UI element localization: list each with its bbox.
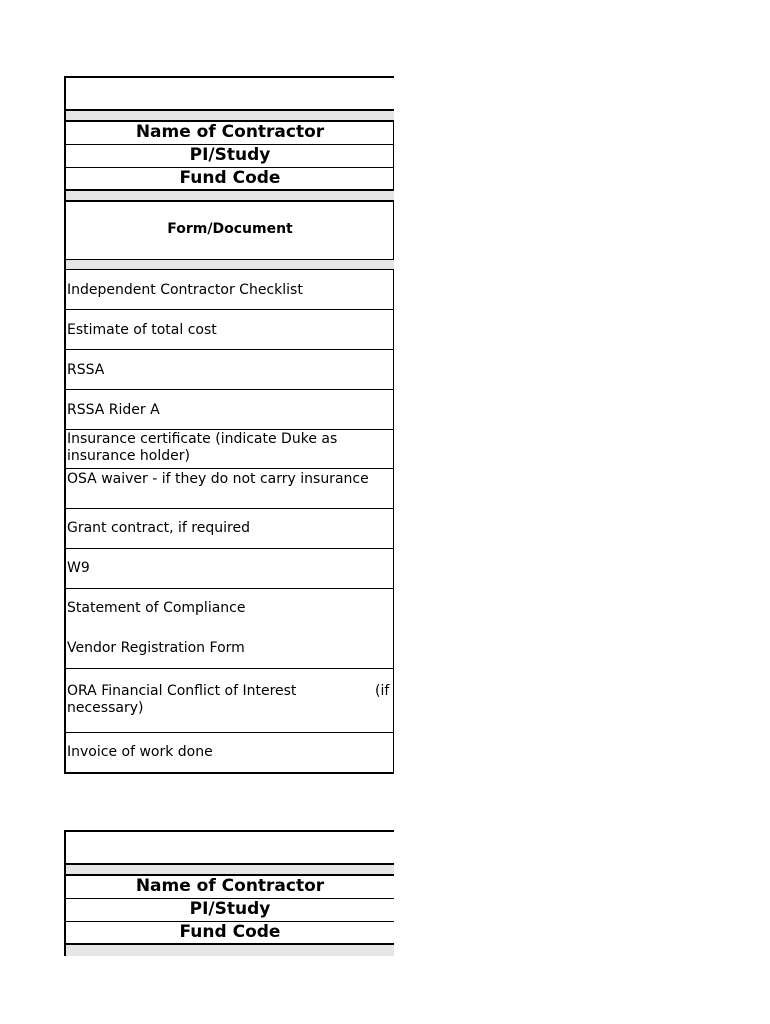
divider <box>64 668 394 669</box>
pi-study-label: PI/Study <box>189 145 271 165</box>
list-item: RSSA <box>67 362 105 378</box>
divider <box>64 588 394 589</box>
spacer-band <box>66 865 394 874</box>
checklist-table-bottom <box>64 830 394 956</box>
list-item: W9 <box>67 560 90 576</box>
spacer-band <box>66 111 394 120</box>
form-document-column-header: Form/Document <box>167 221 293 237</box>
divider <box>64 200 394 202</box>
list-item: Statement of Compliance <box>67 600 246 616</box>
divider <box>64 269 394 270</box>
list-item: Vendor Registration Form <box>67 640 245 656</box>
name-of-contractor-label: Name of Contractor <box>135 122 325 142</box>
list-item: Estimate of total cost <box>67 322 217 338</box>
bottom-border <box>64 772 394 774</box>
fund-code-label: Fund Code <box>179 922 281 942</box>
divider <box>64 309 394 310</box>
list-item-note: (if <box>375 683 390 699</box>
divider <box>64 468 394 469</box>
list-item: Invoice of work done <box>67 744 213 760</box>
list-item: ORA Financial Conflict of Interest <box>67 683 297 699</box>
top-border <box>64 830 394 832</box>
list-item: RSSA Rider A <box>67 402 160 418</box>
pi-study-label: PI/Study <box>189 899 271 919</box>
spacer-band <box>66 191 394 200</box>
list-item: Grant contract, if required <box>67 520 250 536</box>
divider <box>64 349 394 350</box>
list-item-note: necessary) <box>67 700 144 716</box>
divider <box>64 732 394 733</box>
divider <box>64 389 394 390</box>
fund-code-label: Fund Code <box>179 168 281 188</box>
spacer-band <box>66 260 394 269</box>
name-of-contractor-label: Name of Contractor <box>135 876 325 896</box>
list-item: OSA waiver - if they do not carry insurance <box>67 471 369 487</box>
divider <box>64 548 394 549</box>
right-border <box>393 110 394 774</box>
divider <box>64 429 394 430</box>
list-item: Independent Contractor Checklist <box>67 282 303 298</box>
list-item: Insurance certificate (indicate Duke as insurance holder) <box>67 431 338 464</box>
top-border <box>64 76 394 78</box>
checklist-table-top <box>64 76 394 774</box>
divider <box>64 508 394 509</box>
spacer-band <box>66 945 394 956</box>
